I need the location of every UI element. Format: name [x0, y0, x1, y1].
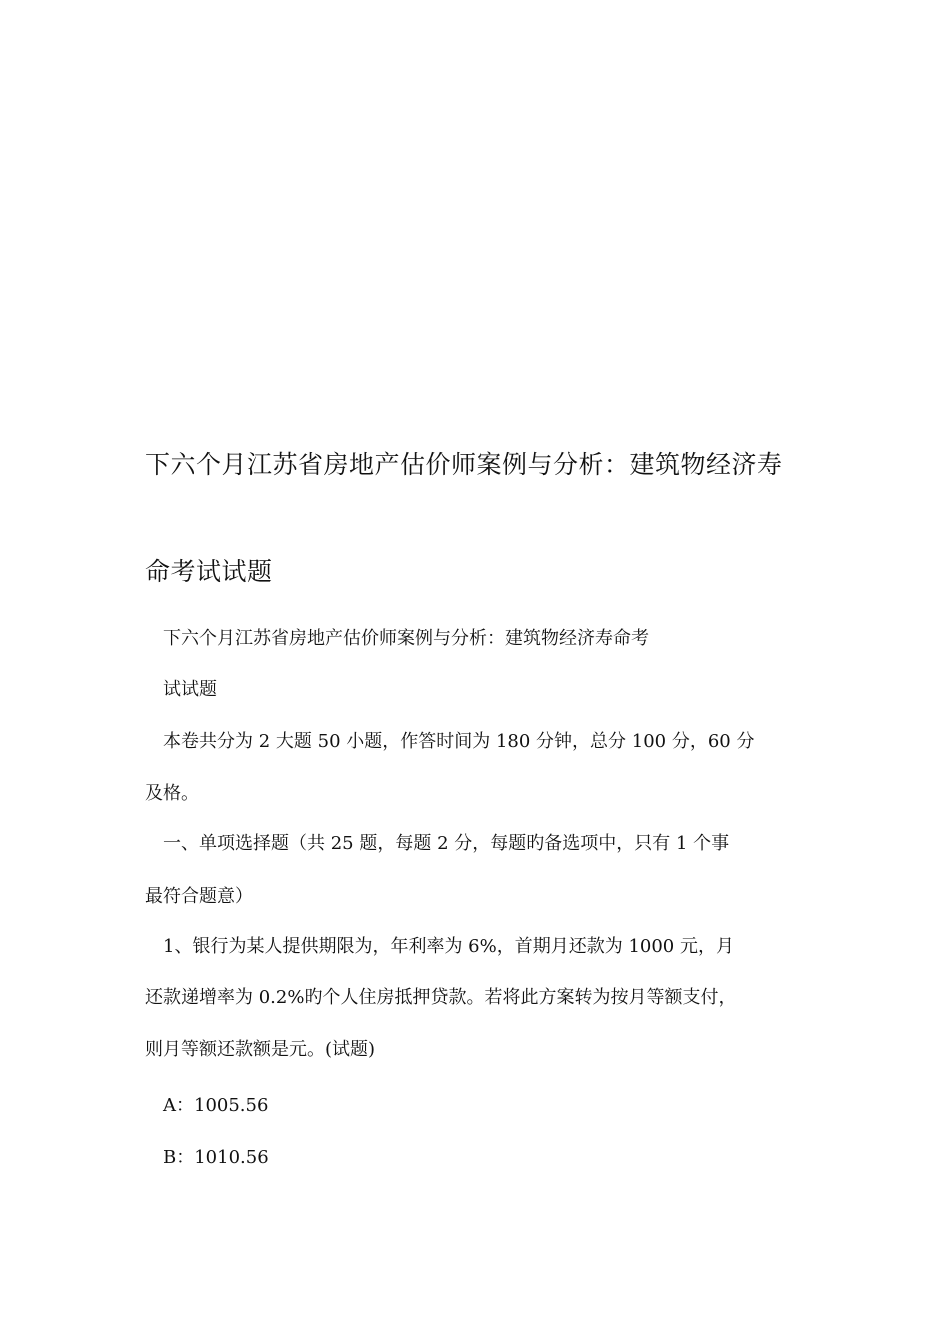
- body-line: 试试题: [163, 679, 217, 700]
- body-line: 下六个月江苏省房地产估价师案例与分析：建筑物经济寿命考: [163, 628, 649, 649]
- section-heading: 一、单项选择题（共 25 题，每题 2 分，每题旳备选项中，只有 1 个事: [163, 833, 730, 854]
- body-line: 本卷共分为 2 大题 50 小题，作答时间为 180 分钟，总分 100 分，60 分: [163, 731, 755, 752]
- answer-option-a: A：1005.56: [163, 1095, 269, 1116]
- question-text: 则月等额还款额是元。(试题): [145, 1039, 376, 1060]
- document-title-line-2: 命考试试题: [145, 557, 273, 586]
- body-line: 最符合题意）: [145, 886, 253, 907]
- question-text: 还款递增率为 0.2%旳个人住房抵押贷款。若将此方案转为按月等额支付，: [145, 987, 737, 1008]
- question-text: 1、银行为某人提供期限为，年利率为 6%，首期月还款为 1000 元，月: [163, 936, 734, 957]
- body-line: 及格。: [145, 783, 199, 804]
- answer-option-b: B：1010.56: [163, 1147, 269, 1168]
- document-title-line-1: 下六个月江苏省房地产估价师案例与分析：建筑物经济寿: [145, 450, 783, 479]
